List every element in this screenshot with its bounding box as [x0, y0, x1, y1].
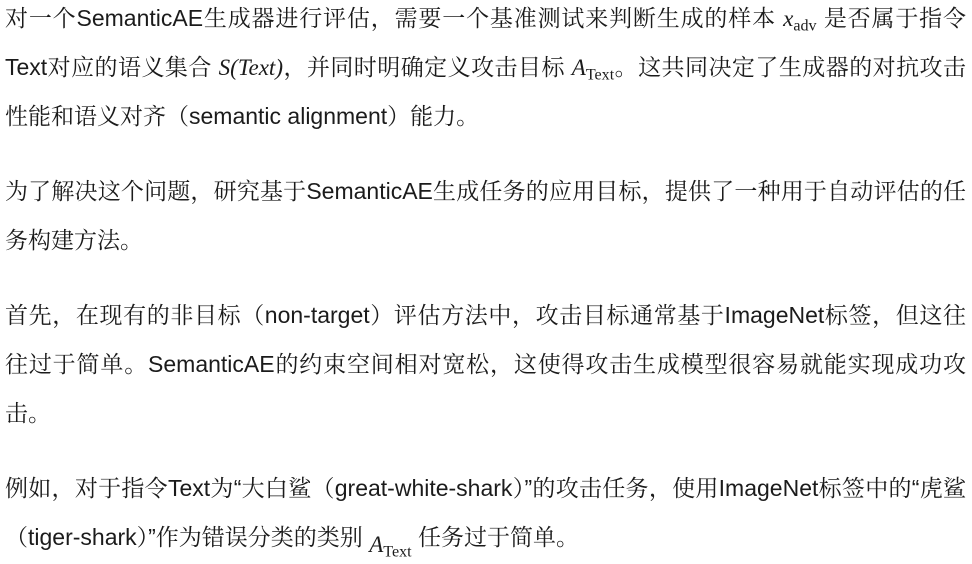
paragraph-text: 是否属于指令Text对应的语义集合 — [5, 5, 967, 80]
math-subscript: adv — [793, 17, 817, 35]
math-expression: S(Text) — [218, 55, 283, 80]
math-variable: x — [783, 6, 794, 31]
math-variable: A — [369, 532, 384, 557]
paragraph-2 — [5, 167, 966, 265]
math-a-text — [571, 55, 615, 84]
paragraph-3 — [5, 291, 966, 438]
paragraph-text: ，并同时明确定义攻击目标 — [282, 54, 572, 80]
math-a-text — [369, 532, 411, 557]
math-subscript: Text — [383, 543, 412, 558]
paragraph-text: 例如，对于指令Text为“大白鲨（great-white-shark）”的攻击任务，使用ImageNet标签中的“虎鲨（tiger-shark）”作为错误分类的类别 — [5, 475, 966, 550]
paragraph-text: 。这共同决定了生成器的对抗攻击性能和语义对齐（semantic alignment）能力。 — [5, 54, 967, 129]
math-variable: A — [571, 55, 586, 80]
math-x-adv — [783, 6, 817, 35]
paragraph-text: 为了解决这个问题，研究基于SemanticAE生成任务的应用目标，提供了一种用于自动评估的任务构建方法。 — [5, 178, 966, 253]
paragraph-text: 对一个SemanticAE生成器进行评估，需要一个基准测试来判断生成的样本 — [5, 5, 784, 31]
paragraph-1 — [5, 0, 966, 141]
math-s-text — [219, 55, 283, 80]
paragraph-text: 首先，在现有的非目标（non-target）评估方法中，攻击目标通常基于ImageNet标签，但这往往过于简单。SemanticAE的约束空间相对宽松，这使得攻击生成模型很容易就能实现成功攻击。 — [5, 302, 966, 426]
math-subscript: Text — [585, 66, 615, 84]
paragraph-4 — [5, 464, 966, 558]
paragraph-text: 任务过于简单。 — [411, 524, 580, 550]
